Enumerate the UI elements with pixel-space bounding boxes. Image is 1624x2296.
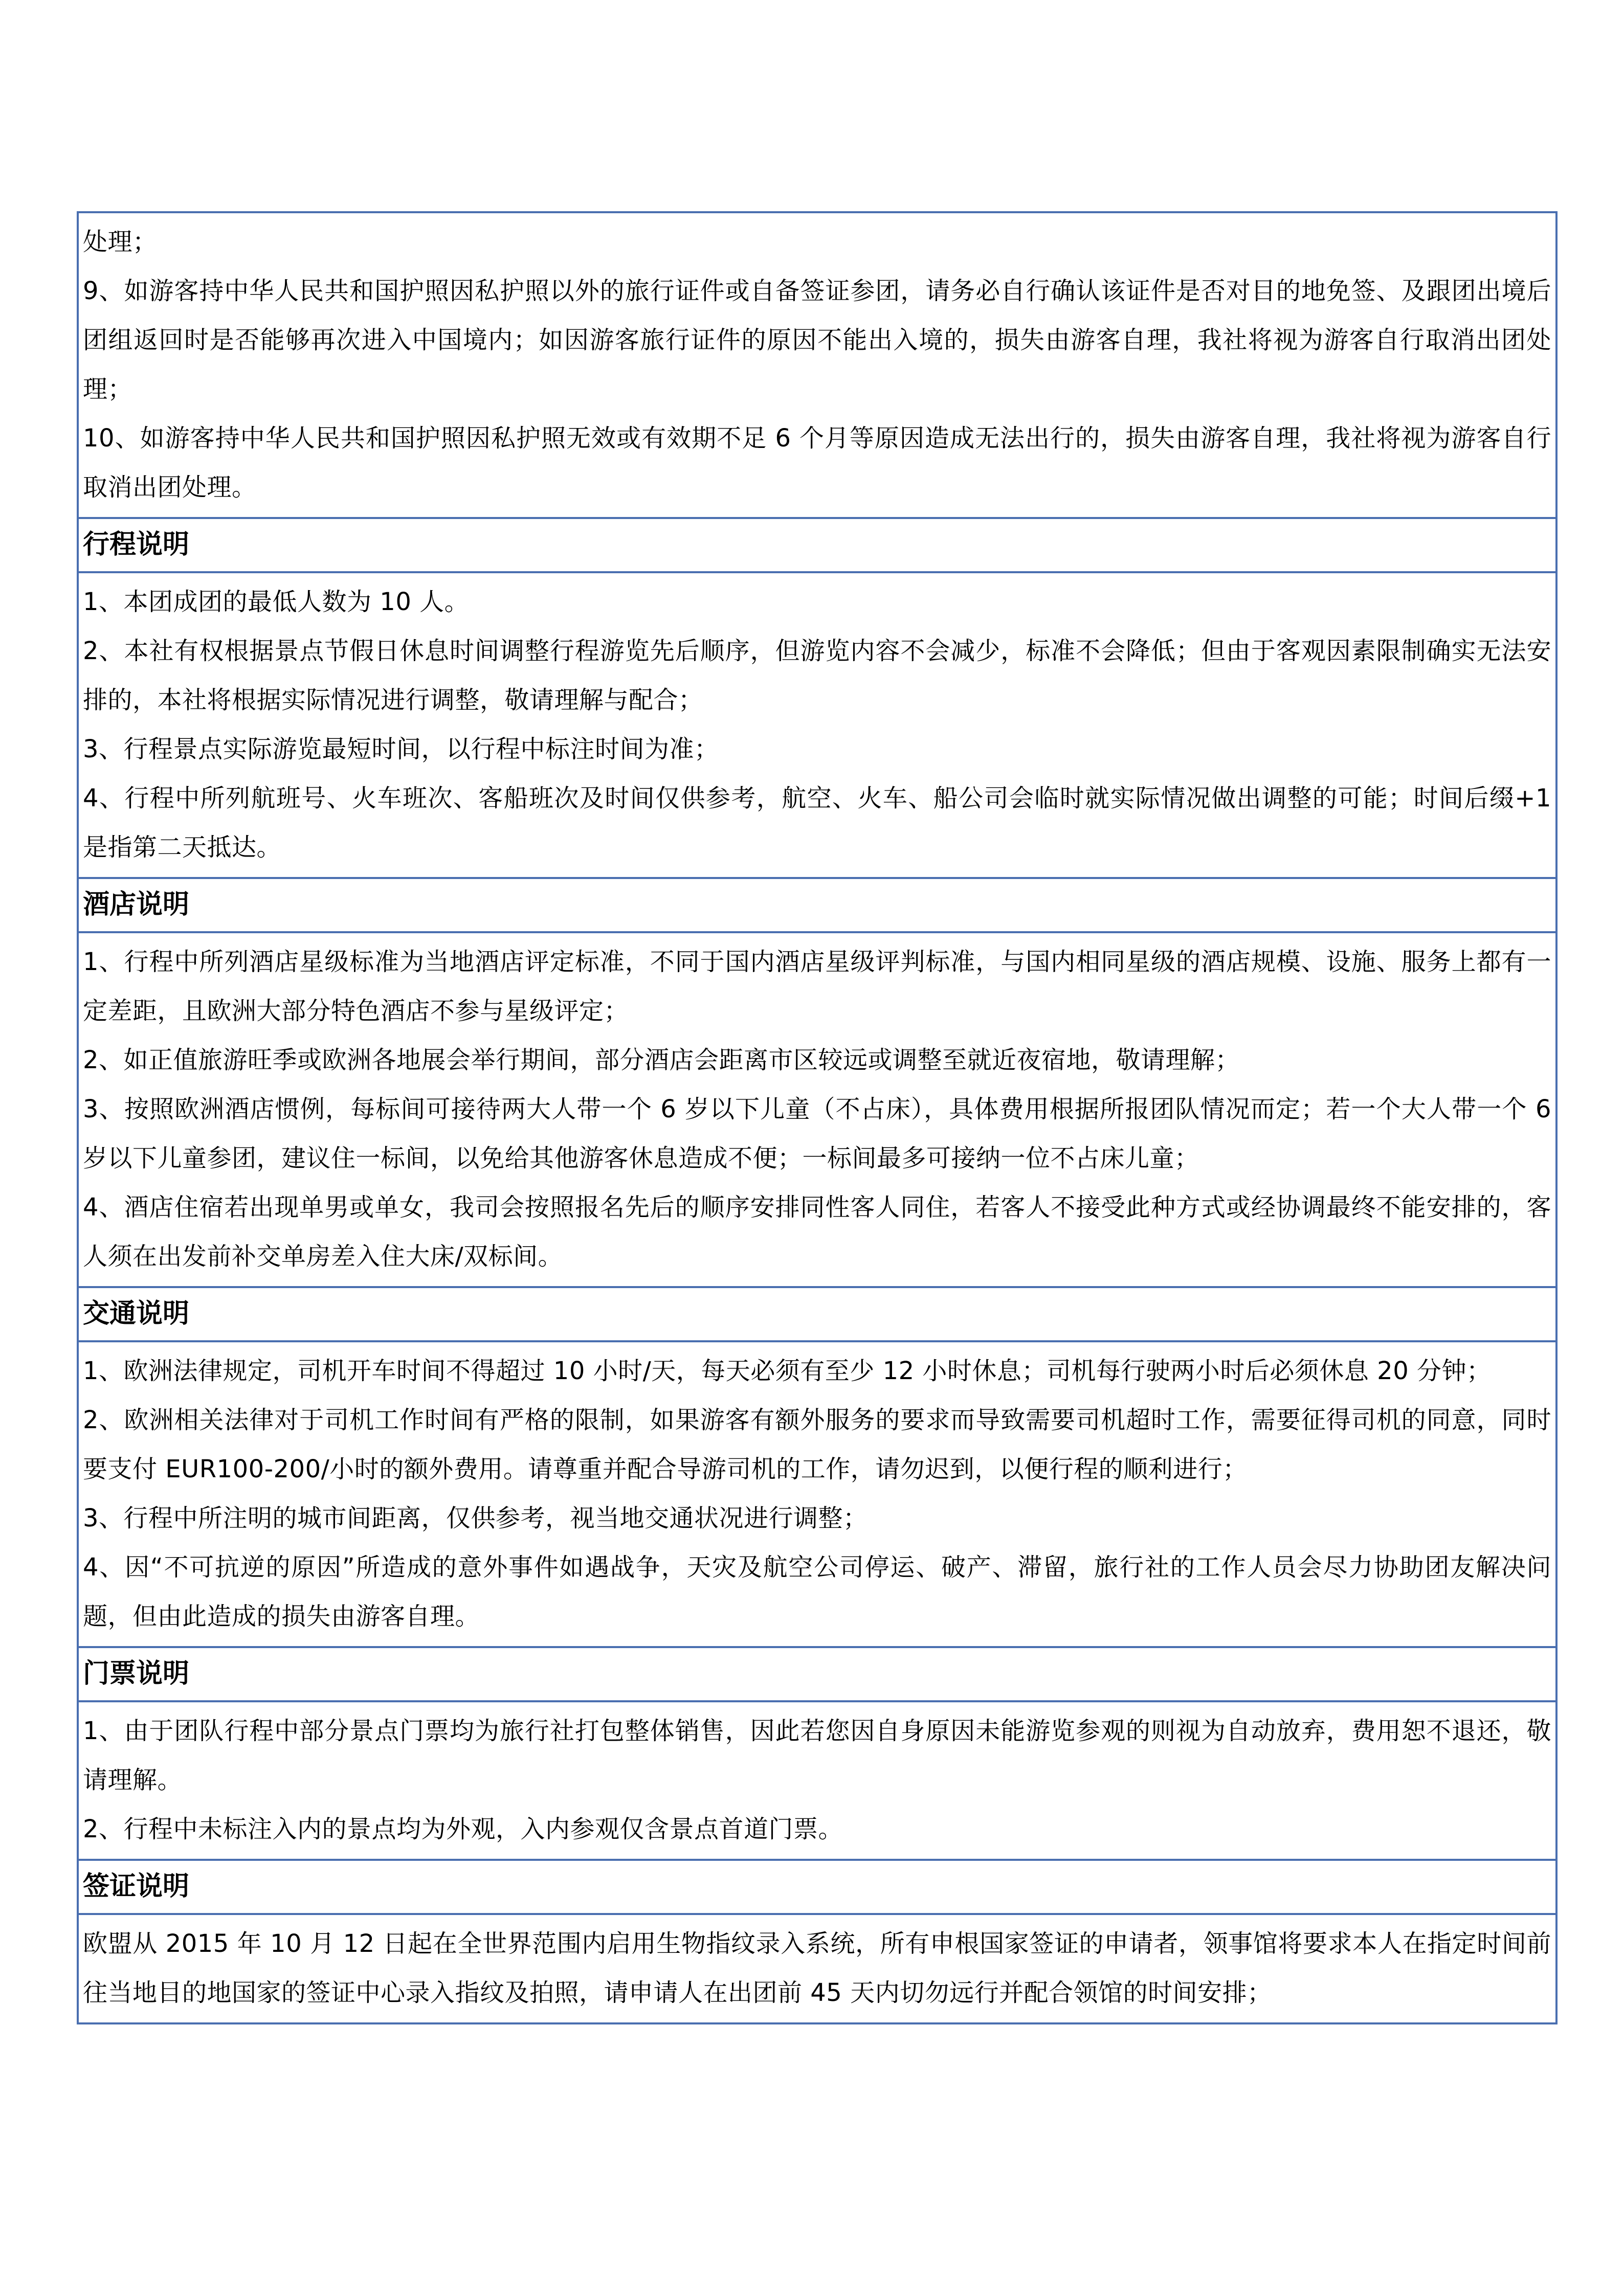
section-heading-itinerary: [79, 517, 1555, 571]
document-table: [77, 211, 1558, 2024]
paragraph: 2、欧洲相关法律对于司机工作时间有严格的限制，如果游客有额外服务的要求而导致需要司机超时工作，需要征得司机的同意，同时要支付 EUR100-200/小时的额外费用。请尊重并配合导游司机的工作，请勿迟到，以便行程的顺利进行；: [83, 1406, 1551, 1483]
section-title: 门票说明: [83, 1658, 190, 1689]
paragraph: 3、行程景点实际游览最短时间，以行程中标注时间为准；: [83, 735, 719, 763]
paragraph: 4、酒店住宿若出现单男或单女，我司会按照报名先后的顺序安排同性客人同住，若客人不接受此种方式或经协调最终不能安排的，客人须在出发前补交单房差入住大床/双标间。: [83, 1193, 1551, 1271]
paragraph: 10、如游客持中华人民共和国护照因私护照无效或有效期不足 6 个月等原因造成无法出行的，损失由游客自理，我社将视为游客自行取消出团处理。: [83, 424, 1551, 502]
paragraph: 4、行程中所列航班号、火车班次、客船班次及时间仅供参考，航空、火车、船公司会临时就实际情况做出调整的可能；时间后缀+1 是指第二天抵达。: [83, 784, 1551, 862]
section-title: 签证说明: [83, 1871, 190, 1902]
paragraph: 2、本社有权根据景点节假日休息时间调整行程游览先后顺序，但游览内容不会减少，标准不会降低；但由于客观因素限制确实无法安排的，本社将根据实际情况进行调整，敬请理解与配合；: [83, 637, 1551, 714]
section-content: [79, 571, 1555, 877]
section-title: 交通说明: [83, 1298, 190, 1329]
paragraph: 3、行程中所注明的城市间距离，仅供参考，视当地交通状况进行调整；: [83, 1504, 868, 1533]
paragraph: 3、按照欧洲酒店惯例，每标间可接待两大人带一个 6 岁以下儿童（不占床），具体费用根据所报团队情况而定；若一个大人带一个 6 岁以下儿童参团，建议住一标间，以免给其他游客休息造成不便；一标间最多可接纳一位不占床儿童；: [83, 1095, 1551, 1173]
paragraph: 处理；: [83, 228, 158, 256]
section-heading-hotel: [79, 877, 1555, 931]
paragraph: 1、欧洲法律规定，司机开车时间不得超过 10 小时/天，每天必须有至少 12 小时休息；司机每行驶两小时后必须休息 20 分钟；: [83, 1357, 1492, 1385]
paragraph: 欧盟从 2015 年 10 月 12 日起在全世界范围内启用生物指纹录入系统，所有申根国家签证的申请者，领事馆将要求本人在指定时间前往当地目的地国家的签证中心录入指纹及拍照，请申请人在出团前 45 天内切勿远行并配合领馆的时间安排；: [83, 1929, 1551, 2007]
paragraph: 2、行程中未标注入内的景点均为外观，入内参观仅含景点首道门票。: [83, 1815, 843, 1843]
section-content: [79, 1913, 1555, 2022]
paragraph: 9、如游客持中华人民共和国护照因私护照以外的旅行证件或自备签证参团，请务必自行确认该证件是否对目的地免签、及跟团出境后团组返回时是否能够再次进入中国境内；如因游客旅行证件的原因不能出入境的，损失由游客自理，我社将视为游客自行取消出团处理；: [83, 277, 1551, 403]
section-content: [79, 1700, 1555, 1859]
paragraph: 1、行程中所列酒店星级标准为当地酒店评定标准，不同于国内酒店星级评判标准，与国内相同星级的酒店规模、设施、服务上都有一定差距，且欧洲大部分特色酒店不参与星级评定；: [83, 948, 1551, 1025]
paragraph: 1、由于团队行程中部分景点门票均为旅行社打包整体销售，因此若您因自身原因未能游览参观的则视为自动放弃，费用恕不退还，敬请理解。: [83, 1717, 1551, 1794]
section-heading-transport: [79, 1286, 1555, 1340]
paragraph: 2、如正值旅游旺季或欧洲各地展会举行期间，部分酒店会距离市区较远或调整至就近夜宿地，敬请理解；: [83, 1046, 1240, 1074]
section-heading-visa: [79, 1859, 1555, 1913]
paragraph: 4、因“不可抗逆的原因”所造成的意外事件如遇战争，天灾及航空公司停运、破产、滞留，旅行社的工作人员会尽力协助团友解决问题，但由此造成的损失由游客自理。: [83, 1553, 1551, 1631]
section-content: [79, 931, 1555, 1286]
section-content: [79, 1340, 1555, 1646]
section-title: 行程说明: [83, 529, 190, 560]
paragraph: 1、本团成团的最低人数为 10 人。: [83, 588, 470, 616]
section-title: 酒店说明: [83, 889, 190, 920]
section-heading-tickets: [79, 1646, 1555, 1700]
section-content: [79, 213, 1555, 517]
